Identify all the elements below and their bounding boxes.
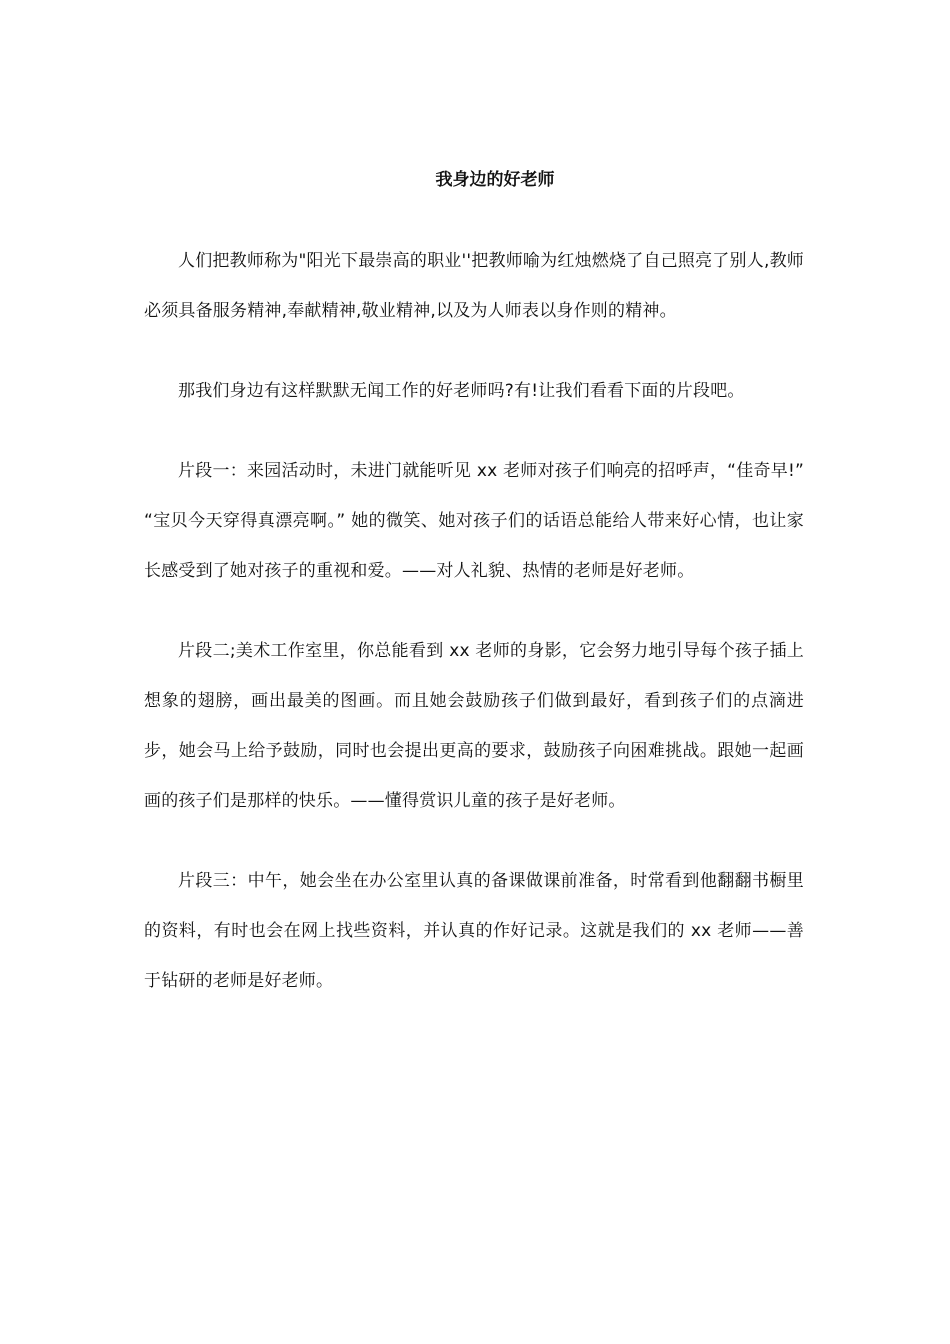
document-title: 我身边的好老师 <box>435 170 555 190</box>
paragraph-segment-three: 片段三：中午，她会坐在办公室里认真的备课做课前准备，时常看到他翻翻书橱里的资料，有时也会在网上找些资料，并认真的作好记录。这就是我们的 xx 老师——善于钻研的老师是好老师。 <box>144 871 804 991</box>
paragraph-segment-two: 片段二;美术工作室里，你总能看到 xx 老师的身影，它会努力地引导每个孩子插上想象的翅膀，画出最美的图画。而且她会鼓励孩子们做到最好，看到孩子们的点滴进步，她会马上给予鼓励，同时也会提出更高的要求，鼓励孩子向困难挑战。跟她一起画画的孩子们是那样的快乐。——懂得赏识儿童的孩子是好老师。 <box>144 641 804 811</box>
paragraph-question: 那我们身边有这样默默无闻工作的好老师吗?有!让我们看看下面的片段吧。 <box>178 381 745 401</box>
paragraph-intro: 人们把教师称为"阳光下最崇高的职业''把教师喻为红烛燃烧了自己照亮了别人,教师必须具备服务精神,奉献精神,敬业精神,以及为人师表以身作则的精神。 <box>144 251 804 321</box>
paragraph-segment-one: 片段一：来园活动时，未进门就能听见 xx 老师对孩子们响亮的招呼声，“佳奇早!” “宝贝今天穿得真漂亮啊。” 她的微笑、她对孩子们的话语总能给人带来好心情，也让家长感受到了她对孩子的重视和爱。——对人礼貌、热情的老师是好老师。 <box>144 461 804 581</box>
document-body <box>144 236 804 1036</box>
